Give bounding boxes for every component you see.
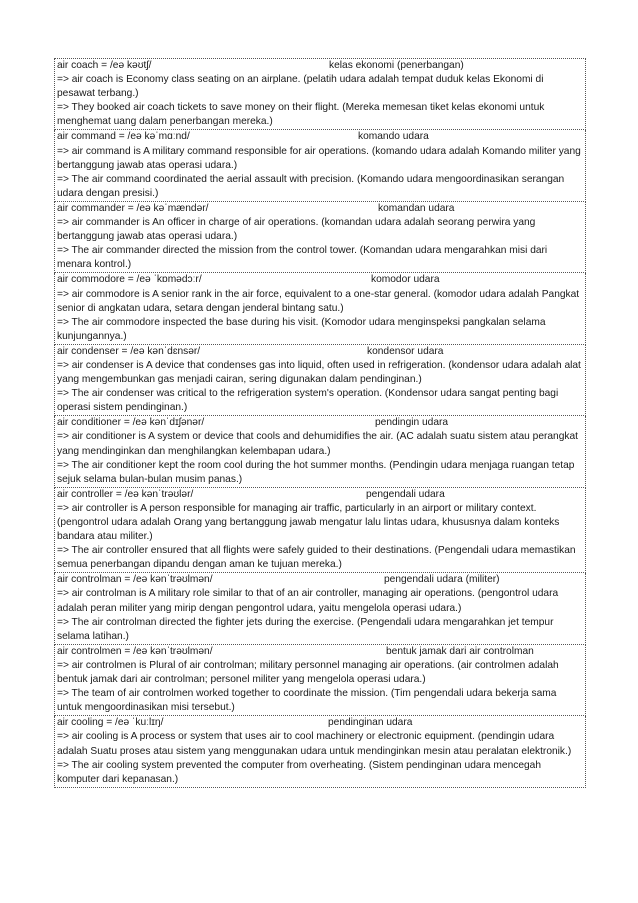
entry-example: => The air controlman directed the fighter jets during the exercise. (Pengendali udara mengarahkan jet tempur selama latihan.) bbox=[57, 616, 554, 642]
entry-header bbox=[57, 573, 584, 587]
entry-definition: => air cooling is A process or system that uses air to cool machinery or electronic equipment. (pendingin udara adalah Suatu proses atau sistem yang menggunakan udara untuk mendinginkan mesin atau peralatan elektronik.) bbox=[57, 731, 572, 757]
entry-term: air controlman = /eə kənˈtrəʊlmən/ bbox=[57, 574, 213, 586]
entry-definition: => air coach is Economy class seating on an airplane. (pelatih udara adalah tempat duduk kelas Ekonomi di pesawat terbang.) bbox=[57, 74, 544, 100]
entry-translation: komandan udara bbox=[378, 202, 455, 214]
entry-air-commodore bbox=[54, 273, 586, 344]
entry-air-condenser bbox=[54, 345, 586, 416]
entry-translation: kondensor udara bbox=[367, 345, 444, 357]
entry-header bbox=[57, 416, 584, 430]
entry-definition: => air controlman is A military role similar to that of an air controller, managing air operations. (pengontrol udara adalah peran militer yang mirip dengan pengontrol udara, yaitu mengelola operasi udara.) bbox=[57, 588, 559, 614]
entry-air-commander bbox=[54, 202, 586, 273]
entry-header bbox=[57, 130, 584, 144]
entry-translation: bentuk jamak dari air controlman bbox=[386, 645, 534, 657]
entry-term: air controller = /eə kənˈtrəʊlər/ bbox=[57, 488, 194, 500]
entry-definition: => air commodore is A senior rank in the air force, equivalent to a one-star general. (komodor udara adalah Pangkat senior di angkatan udara, setara dengan jenderal bintang satu.) bbox=[57, 288, 580, 314]
entry-definition: => air command is A military command responsible for air operations. (komando udara adalah Komando militer yang bertanggung jawab atas operasi udara.) bbox=[57, 145, 581, 171]
entry-air-controlmen bbox=[54, 645, 586, 716]
entry-term: air commodore = /eə ˈkɒmədɔːr/ bbox=[57, 274, 202, 286]
entry-definition: => air condenser is A device that condenses gas into liquid, often used in refrigeration. (kondensor udara adalah alat yang mengembunkan gas menjadi cairan, sering digunakan dalam pendinginan.) bbox=[57, 359, 581, 386]
entry-air-coach bbox=[54, 58, 586, 130]
entry-definition: => air controller is A person responsible for managing air traffic, particularly in an airport or military context. (pengontrol udara adalah Orang yang bertanggung jawab mengatur lalu lintas udara, khususnya dalam konteks bandara atau militer.) bbox=[57, 502, 560, 543]
entry-air-cooling bbox=[54, 716, 586, 787]
entry-term: air coach = /eə kəʊtʃ/ bbox=[57, 60, 152, 71]
entry-definition: => air conditioner is A system or device that cools and dehumidifies the air. (AC adalah suatu sistem atau perangkat yang mendinginkan dan menghilangkan kelembapan udara.) bbox=[57, 431, 578, 457]
entry-header bbox=[57, 716, 584, 730]
entry-header bbox=[57, 488, 584, 502]
entry-term: air conditioner = /eə kənˈdɪʃənər/ bbox=[57, 417, 205, 429]
entry-example: => The air condenser was critical to the refrigeration system's operation. (Kondensor udara sangat penting bagi operasi sistem pendinginan.) bbox=[57, 388, 559, 414]
entry-header bbox=[57, 202, 584, 216]
entry-example: => The air command coordinated the aerial assault with precision. (Komando udara mengoordinasikan serangan udara dengan presisi.) bbox=[57, 173, 565, 199]
entry-term: air commander = /eə kəˈmændər/ bbox=[57, 202, 209, 214]
entry-term: air condenser = /eə kənˈdɛnsər/ bbox=[57, 345, 201, 357]
entry-air-controlman bbox=[54, 573, 586, 644]
entry-term: air cooling = /eə ˈkuːlɪŋ/ bbox=[57, 717, 164, 729]
entry-header bbox=[57, 345, 584, 359]
entry-header bbox=[57, 273, 584, 287]
entry-translation: pengendali udara bbox=[366, 488, 445, 500]
vocabulary-list bbox=[54, 58, 586, 788]
entry-air-command bbox=[54, 130, 586, 201]
entry-example: => The air cooling system prevented the computer from overheating. (Sistem pendinginan udara mencegah komputer dari kepanasan.) bbox=[57, 759, 541, 785]
entry-air-controller bbox=[54, 488, 586, 574]
entry-translation: pengendali udara (militer) bbox=[384, 574, 500, 586]
entry-example: => The air commander directed the mission from the control tower. (Komandan udara mengarahkan misi dari menara kontrol.) bbox=[57, 245, 548, 271]
entry-header bbox=[57, 59, 584, 73]
entry-header bbox=[57, 645, 584, 659]
entry-example: => The air conditioner kept the room cool during the hot summer months. (Pendingin udara menjaga ruangan tetap sejuk selama bulan-bulan musim panas.) bbox=[57, 459, 575, 485]
entry-term: air command = /eə kəˈmɑːnd/ bbox=[57, 131, 190, 143]
entry-definition: => air commander is An officer in charge of air operations. (komandan udara adalah seorang perwira yang bertanggung jawab atas operasi udara.) bbox=[57, 217, 536, 243]
entry-translation: pendinginan udara bbox=[328, 717, 413, 729]
entry-translation: komodor udara bbox=[371, 274, 440, 286]
entry-example: => The air commodore inspected the base during his visit. (Komodor udara menginspeksi pangkalan selama kunjungannya.) bbox=[57, 316, 546, 342]
entry-air-conditioner bbox=[54, 416, 586, 487]
entry-example: => The team of air controlmen worked together to coordinate the mission. (Tim pengendali udara bekerja sama untuk mengoordinasikan misi tersebut.) bbox=[57, 688, 557, 714]
entry-translation: pendingin udara bbox=[375, 417, 449, 429]
entry-example: => They booked air coach tickets to save money on their flight. (Mereka memesan tiket kelas ekonomi untuk menghemat uang dalam penerbangan mereka.) bbox=[57, 102, 545, 128]
entry-example: => The air controller ensured that all flights were safely guided to their destinations. (Pengendali udara memastikan semua penerbangan dipandu dengan aman ke tujuan mereka.) bbox=[57, 545, 576, 571]
entry-term: air controlmen = /eə kənˈtrəʊlmən/ bbox=[57, 645, 213, 657]
entry-translation: komando udara bbox=[358, 131, 429, 143]
entry-definition: => air controlmen is Plural of air controlman; military personnel managing air operations. (air controlmen adalah bentuk jamak dari air controlman; personel militer yang mengelola operasi udara.) bbox=[57, 659, 559, 686]
entry-translation: kelas ekonomi (penerbangan) bbox=[329, 60, 464, 71]
